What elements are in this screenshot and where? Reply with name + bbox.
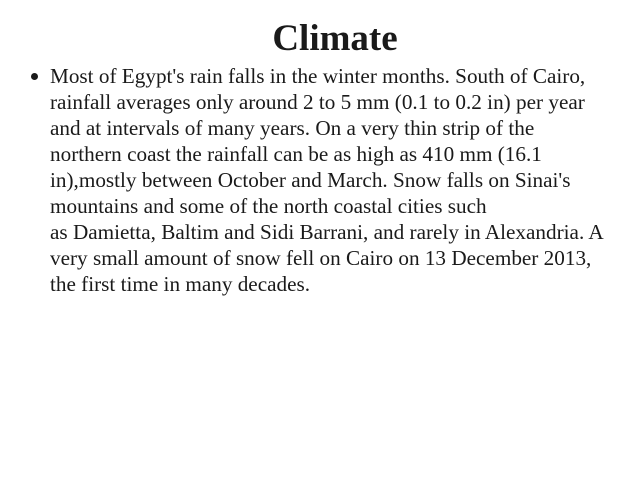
bullet-item [29, 63, 609, 297]
bullet-text: Most of Egypt's rain falls in the winter months. South of Cairo, rainfall averages only around 2 to 5 mm (0.1 to 0.2 in) per year and at intervals of many years. On a very thin strip of the northern coast the rainfall can be as high as 410 mm (16.1 in),mostly between October and March. Snow falls on Sinai's mountains and some of the north coastal cities such as Damietta, Baltim and Sidi Barrani, and rarely in Alexandria. A very small amount of snow fell on Cairo on 13 December 2013, the first time in many decades. [50, 64, 603, 296]
bullet-point-icon [31, 73, 38, 80]
bullet-list [29, 63, 609, 297]
slide-title: Climate [272, 18, 398, 59]
